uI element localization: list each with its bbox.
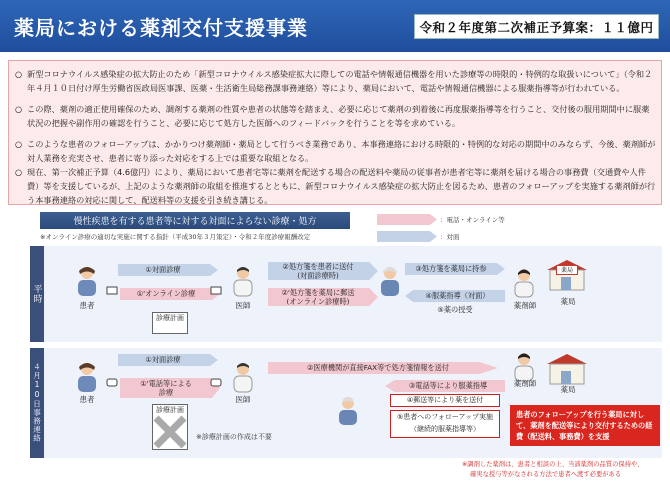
doctor-icon-2 [228, 362, 258, 394]
label-s2-face-visit: ①対面診療 [145, 355, 181, 364]
diagram-banner: 慢性疾患を有する患者等に対する対面によらない診療・処方 [40, 212, 350, 229]
box-s2-followup: ⑤患者へのフォローアップ実施 （継続的服薬指導等） [390, 410, 500, 438]
plan-box-2: 診療計画 [152, 404, 188, 450]
phone-icon-2 [210, 378, 222, 388]
section-normal-label: 平時 [30, 246, 44, 342]
section-notice-label: ４月10日事務連絡 [30, 348, 44, 458]
phone-icon [106, 378, 118, 388]
cross-icon [152, 414, 188, 450]
legend-face-arrow [377, 231, 437, 242]
note-3: ○ このような患者のフォローアップは、かかりつけ薬剤師・薬局として行うべき業務であり、本事務連絡における時限的・特例的な対応の期間中のみならず、今後、薬剤師が対人業務を充実させ、患者に寄り添った対応をする上では重要な取組となる。 [15, 139, 656, 163]
label-s1-bring: ③処方箋を薬局に持参 [415, 264, 487, 273]
doctor-label-2: 医師 [235, 395, 251, 404]
patient-label-1: 患者 [79, 301, 95, 310]
pharmacy-building-icon-2 [545, 352, 589, 386]
plan-box-1: 診療計画 [152, 312, 188, 334]
label-s2-fax: ②医療機関が直接FAX等で処方箋情報を送付 [307, 363, 449, 372]
label-s2-phone-guidance: ③電話等により服薬指導 [408, 381, 488, 390]
banner-note: ※オンライン診療の適切な実施に関する指針（平成30年３月策定）・令和２年度診療報酬改定 [40, 233, 311, 241]
computer-icon [106, 286, 118, 296]
pharmacy-label-1: 薬局 [560, 297, 576, 306]
note-4: ○ 現在、第一次補正予算（4.6億円）により、薬局において患者宅等に薬剤を配送する場合の配送料や薬局の従事者が患者宅等に薬剤を届ける場合の事務費（交通費や人件費）等を支援しているが、上記のような薬剤師の取組を推進するとともに、新型コロナウイルス感染症の拡大防止を図るため、患者のフォローアップを実施する薬剤師が行う本事務連絡の対応に関して、配送料等の支援を引き続き講じる。 [15, 167, 656, 205]
budget-badge: 令和２年度第二次補正予算案：１１億円 [414, 14, 659, 39]
legend-face-label: ：対面 [440, 233, 460, 241]
legend-phone-arrow [377, 214, 437, 225]
doctor-icon [228, 266, 258, 298]
footnote-1: ※調剤した薬剤は、患者と相談の上、当該薬剤の品質の保持や、 [462, 461, 644, 468]
label-s1-face-visit: ①対面診療 [145, 265, 181, 274]
patient-label-2: 患者 [79, 395, 95, 404]
label-s1-send-patient: ②処方箋を患者に送付 (対面診療時) [282, 262, 354, 280]
patient-icon-3 [72, 362, 102, 394]
label-s2-phone: ①'電話等による 診療 [140, 379, 192, 397]
notes-box [8, 60, 662, 205]
footnote-2: 確実な授与等がなされる方法で患者へ渡す必要がある [470, 471, 622, 478]
label-s1-online: ①'オンライン診療 [136, 289, 196, 298]
page-title: 薬局における薬剤交付支援事業 [14, 16, 308, 40]
label-s1-guidance: ④服薬指導（対面） [425, 291, 490, 300]
pharmacy-sign: 薬局 [556, 265, 578, 275]
pharmacist-label-2: 薬剤師 [513, 379, 537, 388]
patient-icon [72, 266, 102, 298]
note-1: ○ 新型コロナウイルス感染症の拡大防止のため「新型コロナウイルス感染症拡大に際しての電話や情報通信機器を用いた診療等の時限的・特例的な取扱いについて」（令和２年４月１０日付け厚生労働省医政局医事課、医薬・生活衛生局総務課事務連絡）等により、薬局において、電話や情報通信機器による服薬指導等が行われている。 [15, 69, 653, 93]
legend-phone-label: ：電話・オンライン等 [440, 216, 505, 224]
doctor-label-1: 医師 [235, 301, 251, 310]
pharmacist-icon [510, 268, 538, 298]
label-s1-mail-pharmacy: ②'処方箋を薬局に郵送 (オンライン診療時) [281, 288, 355, 306]
plan-note: ※診療計画の作成は不要 [196, 433, 272, 441]
support-info-box: 患者のフォローアップを行う薬局に対して、薬剤を配送等により交付するための経費（配送料、事務費）を支援 [510, 405, 660, 446]
label-s1-handover: ⑤薬の授受 [437, 305, 473, 314]
elderly-patient-icon [335, 396, 361, 426]
pharmacy-label-2: 薬局 [560, 385, 576, 394]
computer-icon-2 [210, 286, 222, 296]
patient-icon-2 [375, 266, 405, 298]
box-s2-mail: ④郵送等により薬を送付 [390, 394, 500, 407]
pharmacist-label-1: 薬剤師 [513, 301, 537, 310]
note-2: ○ この際、薬剤の適正使用確保のため、調剤する薬剤の性質や患者の状態等を踏まえ、必要に応じて薬剤の到着後に再度服薬指導等を行うこと、交付後の服用期間中に服薬状況の把握や副作用の確認を行うこと、必要に応じて処方した医師へのフィードバックを行うことを等を求めている。 [15, 104, 650, 128]
